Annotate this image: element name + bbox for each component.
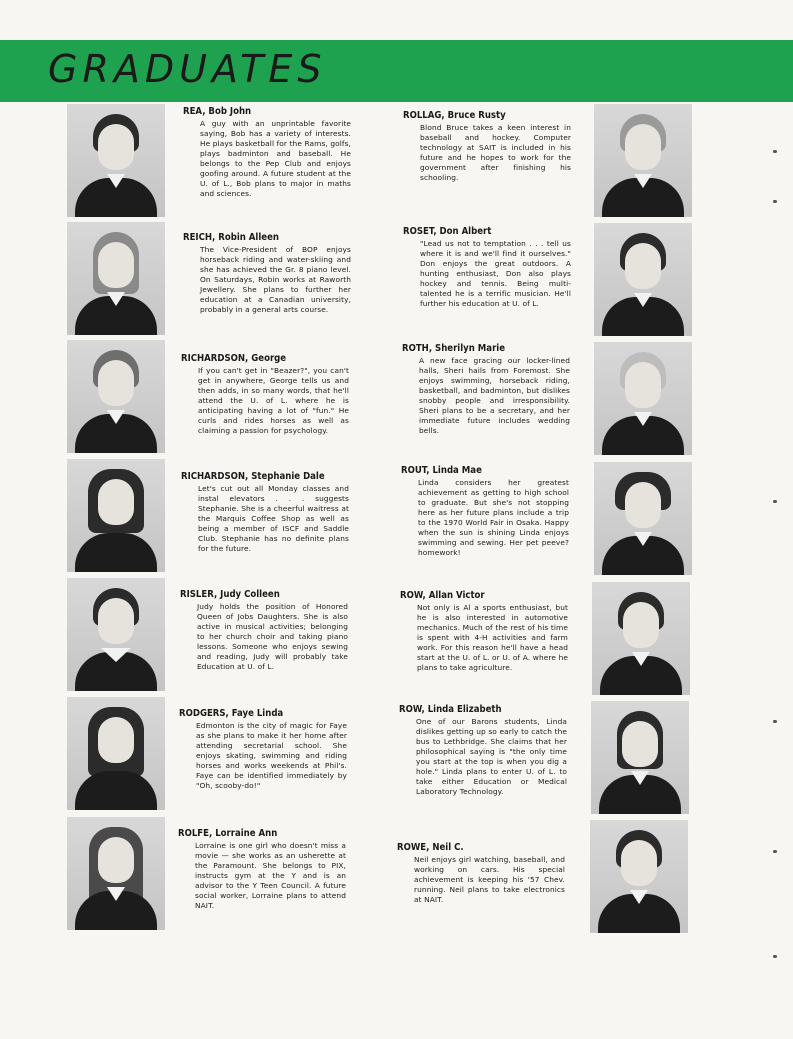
graduate-name: RISLER, Judy Colleen bbox=[180, 589, 280, 600]
binder-mark bbox=[773, 955, 777, 958]
graduate-photo bbox=[594, 223, 692, 336]
graduate-entry bbox=[402, 343, 570, 436]
graduate-bio: One of our Barons students, Linda dislikes getting up so early to catch the bus to Lethbridge. She claims that her philosophical saying is "the only time you start at the top is when you dig a hole." Linda plans to enter U. of L. to take either Education or Medical Laboratory Technology. bbox=[416, 717, 567, 796]
graduate-photo bbox=[590, 820, 688, 933]
graduate-name: ROTH, Sherilyn Marie bbox=[402, 343, 506, 354]
graduate-photo bbox=[594, 462, 692, 575]
graduate-entry bbox=[397, 842, 565, 905]
graduate-bio: Judy holds the position of Honored Queen of Jobs Daughters. She is also active in musical activities; belonging to her church choir and taking piano lessons. Someone who enjoys sewing and reading, Judy will probably take Education at U. of L. bbox=[197, 602, 348, 671]
graduate-entry bbox=[181, 353, 349, 436]
graduate-bio: Linda considers her greatest achievement as getting to high school to graduate. But she's not stopping here as her future plans include a trip to the 1970 World Fair in Osaka. Happy when the sun is shining Linda enjoys swimming and sewing. Her pet peeve? homework! bbox=[418, 478, 569, 557]
graduate-entry bbox=[403, 226, 571, 309]
graduate-bio: The Vice-President of BOP enjoys horseback riding and water-skiing and she has achieved the Gr. 8 piano level. On Saturdays, Robin works at Raworth Jewellery. She plans to further her education at a Canadian university, probably in a general arts course. bbox=[200, 245, 351, 314]
graduate-photo bbox=[67, 459, 165, 572]
binder-mark bbox=[773, 500, 777, 503]
graduate-name: ROWE, Neil C. bbox=[397, 842, 464, 853]
graduate-entry bbox=[179, 708, 347, 791]
graduate-entry bbox=[181, 471, 349, 554]
graduate-name: RODGERS, Faye Linda bbox=[179, 708, 284, 719]
graduate-photo bbox=[67, 578, 165, 691]
graduate-bio: Let's cut out all Monday classes and instal elevators . . . suggests Stephanie. She is a cheerful waitress at the Marquis Coffee Shop as well as being a member of ISCF and Saddle Club. Stephanie has no definite plans for the future. bbox=[198, 484, 349, 553]
graduate-name: ROW, Allan Victor bbox=[400, 590, 485, 601]
graduate-photo bbox=[591, 701, 689, 814]
graduate-photo bbox=[67, 817, 165, 930]
graduate-photo bbox=[67, 340, 165, 453]
graduate-entry bbox=[399, 704, 567, 797]
graduate-name: ROSET, Don Albert bbox=[403, 226, 492, 237]
graduate-entry bbox=[180, 589, 348, 672]
graduate-name: ROLFE, Lorraine Ann bbox=[178, 828, 278, 839]
binder-mark bbox=[773, 150, 777, 153]
graduate-entry bbox=[183, 232, 351, 315]
graduate-entry bbox=[400, 590, 568, 673]
graduate-name: ROUT, Linda Mae bbox=[401, 465, 482, 476]
graduate-bio: Not only is Al a sports enthusiast, but he is also interested in automotive mechanics. Much of the rest of his time is spent with 4-H activities and farm work. For this reason he'll have a head start at the U. of L. or U. of A. where he plans to take agriculture. bbox=[417, 603, 568, 672]
header-banner bbox=[0, 40, 793, 102]
binder-mark bbox=[773, 850, 777, 853]
graduate-photo bbox=[67, 222, 165, 335]
graduate-bio: Neil enjoys girl watching, baseball, and working on cars. His special achievement is keeping his '57 Chev. running. Neil plans to take electronics at NAIT. bbox=[414, 855, 565, 904]
graduate-entry bbox=[401, 465, 569, 558]
binder-mark bbox=[773, 200, 777, 203]
graduate-bio: Lorraine is one girl who doesn't miss a movie — she works as an usherette at the Paramount. She belongs to PIX, instructs gym at the Y and is an advisor to the Y Teen Council. A future social worker, Lorraine plans to attend NAIT. bbox=[195, 841, 346, 910]
graduate-bio: A guy with an unprintable favorite saying, Bob has a variety of interests. He plays basketball for the Rams, golfs, plays badminton and baseball. He belongs to the Pep Club and enjoys goofing around. A future student at the U. of L., Bob plans to major in maths and sciences. bbox=[200, 119, 351, 198]
graduate-photo bbox=[594, 342, 692, 455]
graduate-name: RICHARDSON, George bbox=[181, 353, 287, 364]
graduate-entry bbox=[178, 828, 346, 911]
graduate-photo bbox=[67, 104, 165, 217]
graduate-bio: Edmonton is the city of magic for Faye as she plans to make it her home after attending secretarial school. She enjoys skating, swimming and riding horses and works weekends at Phil's. Faye can be identified immediately by "Oh, scooby-do!" bbox=[196, 721, 347, 790]
page-title: GRADUATES bbox=[48, 47, 327, 91]
graduate-photo bbox=[67, 697, 165, 810]
graduate-name: ROLLAG, Bruce Rusty bbox=[403, 110, 506, 121]
graduate-photo bbox=[594, 104, 692, 217]
graduate-entry bbox=[403, 110, 571, 183]
graduate-photo bbox=[592, 582, 690, 695]
graduate-bio: If you can't get in "Beazer?", you can't get in anywhere, George tells us and then adds, in so many words, that he'll attend the U. of L. where he is anticipating having a lot of "fun." He curls and rides horses as well as claiming a passion for psychology. bbox=[198, 366, 349, 435]
graduate-bio: A new face gracing our locker-lined halls, Sheri hails from Foremost. She enjoys swimming, horseback riding, basketball, and badminton, but dislikes snobby people and irresponsibility. Sheri plans to be a secretary, and her immediate future includes wedding bells. bbox=[419, 356, 570, 435]
binder-mark bbox=[773, 720, 777, 723]
graduate-bio: "Lead us not to temptation . . . tell us where it is and we'll find it ourselves." Don enjoys the great outdoors. A hunting enthusiast, Don also plays hockey and tennis. Being multi-talented he is a terrific musician. He'll further his education at U. of L. bbox=[420, 239, 571, 308]
graduate-bio: Blond Bruce takes a keen interest in baseball and hockey. Computer technology at SAIT is included in his future and he hopes to work for the government after finishing his schooling. bbox=[420, 123, 571, 182]
graduate-name: RICHARDSON, Stephanie Dale bbox=[181, 471, 325, 482]
graduate-name: REICH, Robin Alleen bbox=[183, 232, 279, 243]
graduate-entry bbox=[183, 106, 351, 199]
graduate-name: ROW, Linda Elizabeth bbox=[399, 704, 502, 715]
graduate-name: REA, Bob John bbox=[183, 106, 252, 117]
